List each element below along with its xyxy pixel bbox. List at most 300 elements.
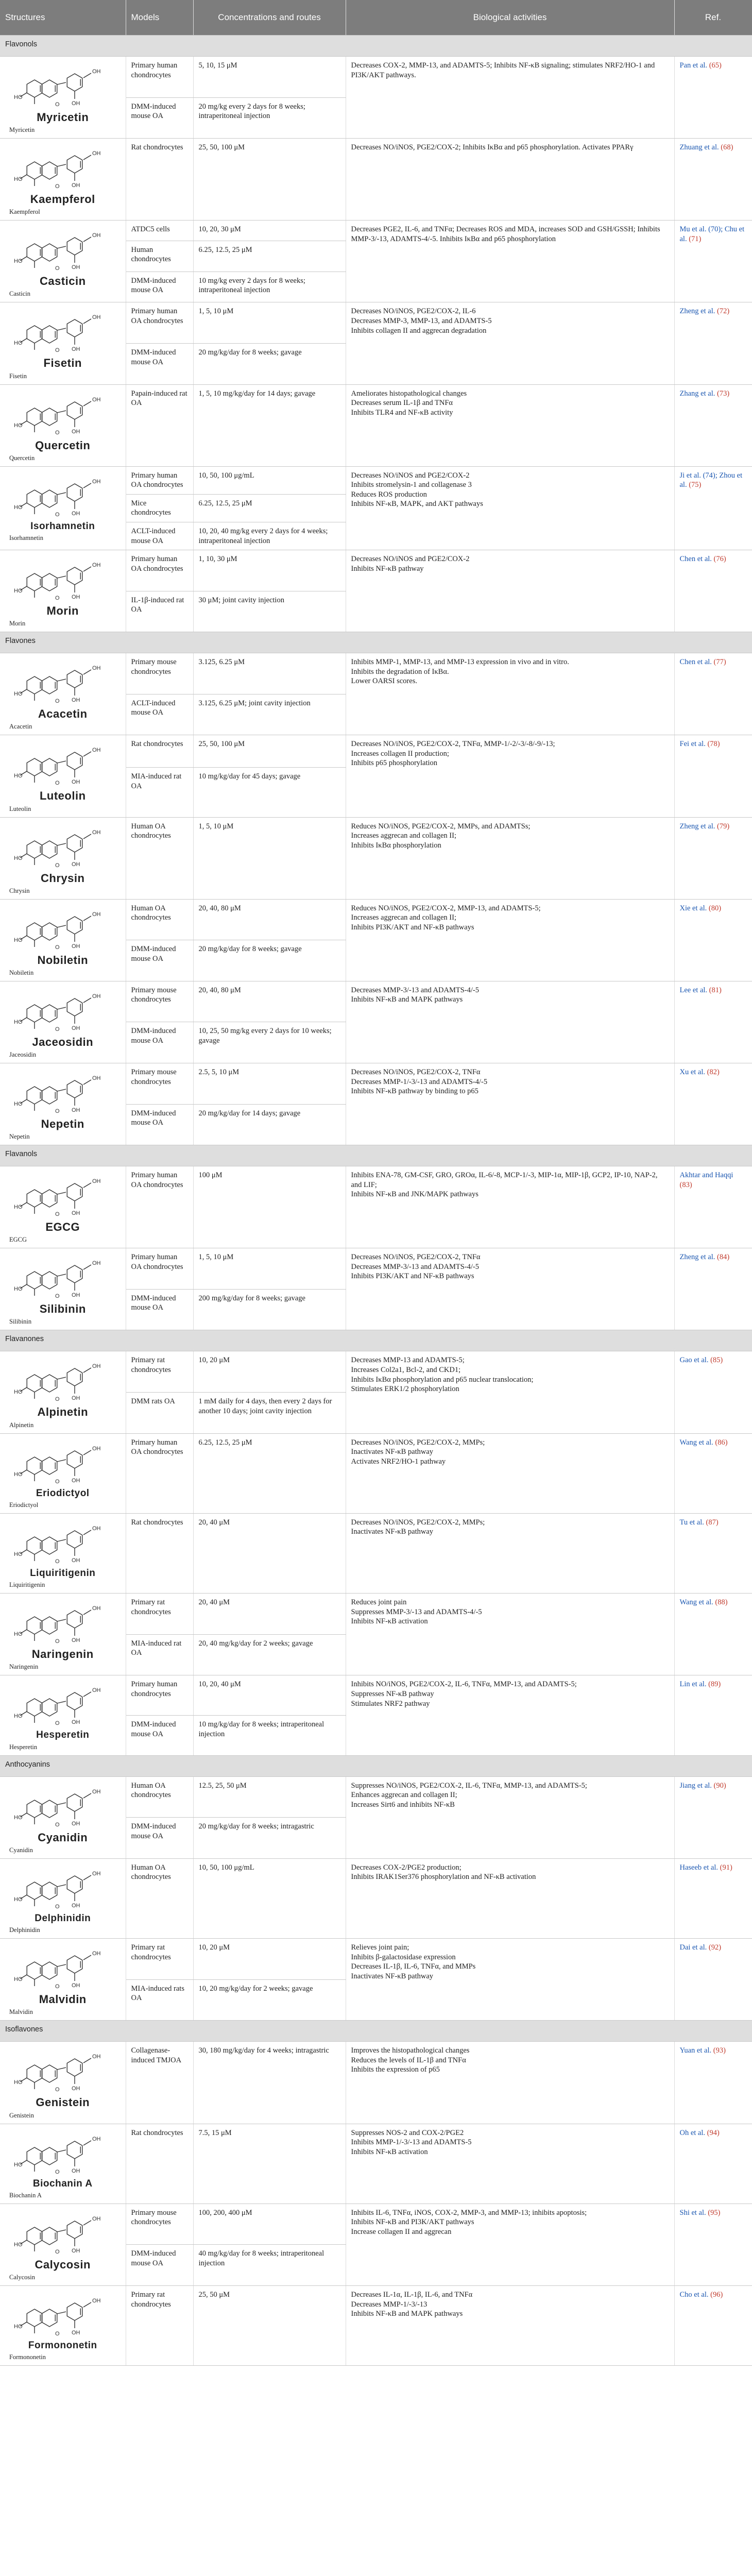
concentration-cell: 2.5, 5, 10 μM [193, 1063, 346, 1105]
activity-cell: Decreases NO/iNOS and PGE2/COX-2 Inhibits NF-κB pathway [346, 550, 674, 632]
reference-cell [674, 1351, 752, 1433]
svg-text:OH: OH [92, 1788, 101, 1795]
concentration-cell: 3.125, 6.25 μM; joint cavity injection [193, 694, 346, 735]
reference-cell [674, 221, 752, 302]
reference-authors[interactable]: Xu et al. [679, 1068, 706, 1076]
concentration-cell: 6.25, 12.5, 25 μM [193, 241, 346, 272]
structure-cell [0, 1351, 126, 1433]
reference-number-link[interactable]: (75) [689, 481, 702, 489]
reference-number-link[interactable]: (76) [713, 555, 726, 564]
reference-cell [674, 139, 752, 221]
concentration-cell: 20, 40 μM [193, 1513, 346, 1593]
compound-caption: Naringenin [9, 1663, 39, 1671]
svg-text:O: O [55, 2330, 60, 2337]
model-cell: Primary human OA chondrocytes [126, 1166, 193, 1248]
reference-authors[interactable]: Oh et al. [679, 2128, 706, 2137]
compound-name: Luteolin [39, 789, 86, 803]
activity-cell: Decreases NO/iNOS, PGE2/COX-2, TNFα, MMP-1/-2/-3/-8/-9/-13; Increases collagen II production; Inhibits p65 phosphorylation [346, 735, 674, 817]
svg-text:OH: OH [92, 2215, 101, 2222]
model-cell: DMM-induced mouse OA [126, 97, 193, 139]
concentration-cell: 200 mg/kg/day for 8 weeks; gavage [193, 1289, 346, 1330]
compound-caption: Nepetin [9, 1133, 30, 1141]
reference-authors[interactable]: Chen et al. [679, 555, 712, 564]
svg-text:OH: OH [71, 1982, 80, 1989]
concentration-cell: 25, 50, 100 μM [193, 735, 346, 768]
svg-text:OH: OH [71, 779, 80, 786]
model-cell: Human OA chondrocytes [126, 1776, 193, 1818]
reference-authors[interactable]: Lin et al. [679, 1680, 707, 1689]
svg-text:OH: OH [71, 594, 80, 601]
compound-name: Biochanin A [32, 2178, 93, 2189]
concentration-cell: 20, 40 mg/kg/day for 2 weeks; gavage [193, 1634, 346, 1675]
compound-caption: Kaempferol [9, 208, 40, 216]
reference-number-link[interactable]: (91) [720, 1863, 732, 1872]
svg-text:OH: OH [92, 150, 101, 157]
casticin-structure-diagram [14, 226, 112, 272]
delphinidin-structure-diagram [14, 1864, 112, 1910]
svg-text:OH: OH [71, 346, 80, 353]
kaempferol-structure-diagram [14, 144, 112, 190]
compound-caption: Jaceosidin [9, 1051, 37, 1058]
table-row [0, 1776, 752, 1818]
reference-cell [674, 550, 752, 632]
concentration-cell: 6.25, 12.5, 25 μM [193, 1433, 346, 1513]
structure-cell [0, 221, 126, 302]
model-cell: Mice chondrocytes [126, 494, 193, 522]
compound-name: Chrysin [41, 871, 85, 885]
compound-caption: Silibinin [9, 1318, 32, 1326]
svg-text:O: O [55, 1478, 60, 1485]
category-label: Flavonols [0, 36, 752, 57]
reference-cell [674, 2042, 752, 2124]
reference-authors[interactable]: Zhang et al. [679, 389, 715, 398]
svg-text:OH: OH [71, 510, 80, 517]
reference-number-link[interactable]: (71) [689, 234, 702, 243]
reference-number-link[interactable]: (93) [713, 2046, 726, 2055]
reference-cell [674, 1248, 752, 1330]
reference-authors[interactable]: Wang et al. [679, 1438, 713, 1447]
reference-authors[interactable]: Dai et al. [679, 1943, 707, 1952]
reference-cell [674, 1513, 752, 1593]
model-cell: DMM-induced mouse OA [126, 1022, 193, 1063]
concentration-cell: 1, 5, 10 μM [193, 817, 346, 899]
activity-cell: Inhibits MMP-1, MMP-13, and MMP-13 expression in vivo and in vitro. Inhibits the degradation of IκBα. Lower OARSI scores. [346, 653, 674, 735]
reference-number-link[interactable]: (65) [709, 61, 722, 70]
reference-number-link[interactable]: (85) [710, 1356, 723, 1365]
table-row [0, 302, 752, 344]
table-row [0, 2204, 752, 2245]
svg-text:OH: OH [71, 2247, 80, 2254]
compound-name: Nobiletin [37, 953, 89, 967]
reference-authors[interactable]: Mu et al. (70); Chu et al. [679, 225, 745, 243]
svg-text:O: O [55, 595, 60, 602]
reference-authors[interactable]: Wang et al. [679, 1598, 713, 1607]
svg-text:OH: OH [92, 1951, 101, 1957]
svg-text:OH: OH [92, 396, 101, 403]
nobiletin-structure-diagram [14, 905, 112, 951]
activity-cell: Decreases NO/iNOS, PGE2/COX-2, MMPs; Inactivates NF-κB pathway [346, 1513, 674, 1593]
compound-caption: Delphinidin [9, 1926, 40, 1934]
reference-authors[interactable]: Yuan et al. [679, 2046, 712, 2055]
reference-number-link[interactable]: (78) [707, 740, 720, 749]
category-row [0, 2021, 752, 2042]
activity-cell: Decreases COX-2/PGE2 production; Inhibits IRAK1Ser376 phosphorylation and NF-κB activation [346, 1858, 674, 1938]
compound-caption: Hesperetin [9, 1743, 38, 1751]
svg-text:OH: OH [92, 2054, 101, 2060]
compound-caption: Formononetin [9, 2353, 46, 2361]
svg-text:O: O [55, 101, 60, 108]
activity-cell: Reduces NO/iNOS, PGE2/COX-2, MMPs, and ADAMTSs; Increases aggrecan and collagen II; Inhibits IκBα phosphorylation [346, 817, 674, 899]
reference-cell [674, 1166, 752, 1248]
svg-text:OH: OH [92, 911, 101, 918]
model-cell: Papain-induced rat OA [126, 384, 193, 466]
activity-cell: Decreases NO/iNOS and PGE2/COX-2 Inhibits stromelysin-1 and collagenase 3 Reduces ROS production Inhibits NF-κB, MAPK, and AKT pathways [346, 466, 674, 550]
header-structures: Structures [0, 0, 126, 36]
model-cell: MIA-induced rat OA [126, 768, 193, 817]
svg-text:OH: OH [92, 1445, 101, 1452]
category-label: Isoflavones [0, 2021, 752, 2042]
luteolin-structure-diagram [14, 740, 112, 787]
activity-cell: Decreases NO/iNOS, PGE2/COX-2, TNFα Decreases MMP-1/-3/-13 and ADAMTS-4/-5 Inhibits NF-κB pathway by binding to p65 [346, 1063, 674, 1145]
svg-text:OH: OH [71, 697, 80, 704]
table-row [0, 981, 752, 1022]
svg-text:OH: OH [92, 2136, 101, 2142]
reference-authors[interactable]: Zheng et al. [679, 307, 715, 316]
concentration-cell: 5, 10, 15 μM [193, 57, 346, 98]
category-label: Flavanols [0, 1145, 752, 1166]
compound-name: Nepetin [41, 1117, 84, 1130]
reference-authors[interactable]: Pan et al. [679, 61, 708, 70]
concentration-cell: 20 mg/kg every 2 days for 8 weeks; intraperitoneal injection [193, 97, 346, 139]
concentration-cell: 10, 50, 100 μg/mL [193, 1858, 346, 1938]
table-row [0, 653, 752, 694]
compound-caption: Cyanidin [9, 1846, 33, 1854]
model-cell: Rat chondrocytes [126, 1513, 193, 1593]
reference-authors[interactable]: Chen et al. [679, 658, 712, 667]
reference-number-link[interactable]: (77) [713, 658, 726, 667]
svg-text:OH: OH [71, 1557, 80, 1564]
svg-text:OH: OH [92, 1075, 101, 1081]
svg-text:O: O [55, 1638, 60, 1645]
svg-text:HO: HO [13, 773, 23, 779]
concentration-cell: 100 μM [193, 1166, 346, 1248]
model-cell: Human OA chondrocytes [126, 899, 193, 940]
concentration-cell: 10 mg/kg every 2 days for 8 weeks; intraperitoneal injection [193, 272, 346, 302]
svg-text:OH: OH [71, 861, 80, 868]
reference-cell [674, 1776, 752, 1858]
reference-authors[interactable]: Ji et al. (74); Zhou et al. [679, 471, 743, 489]
category-row [0, 632, 752, 653]
table-row [0, 1513, 752, 1593]
concentration-cell: 10, 20, 30 μM [193, 221, 346, 241]
model-cell: DMM-induced mouse OA [126, 2245, 193, 2286]
svg-text:HO: HO [13, 1286, 23, 1293]
concentration-cell: 20 mg/kg/day for 8 weeks; gavage [193, 344, 346, 385]
silibinin-structure-diagram [14, 1253, 112, 1300]
reference-number-link[interactable]: (90) [713, 1781, 726, 1790]
isorhamnetin-structure-diagram [14, 472, 112, 518]
reference-cell [674, 1063, 752, 1145]
concentration-cell: 20 mg/kg/day for 8 weeks; gavage [193, 940, 346, 981]
activity-cell: Suppresses NOS-2 and COX-2/PGE2 Inhibits MMP-1/-3/-13 and ADAMTS-5 Inhibits NF-κB activation [346, 2124, 674, 2204]
reference-number-link[interactable]: (79) [716, 822, 730, 831]
reference-number-link[interactable]: (88) [715, 1598, 728, 1607]
reference-authors[interactable]: Cho et al. [679, 2290, 709, 2299]
structure-cell [0, 57, 126, 139]
concentration-cell: 20, 40, 80 μM [193, 899, 346, 940]
reference-number-link[interactable]: (89) [708, 1680, 721, 1689]
structure-cell [0, 2285, 126, 2365]
svg-text:HO: HO [13, 2161, 23, 2168]
structure-cell [0, 1939, 126, 2021]
reference-number-link[interactable]: (87) [706, 1518, 719, 1527]
svg-text:OH: OH [92, 1260, 101, 1267]
model-cell: Primary human OA chondrocytes [126, 550, 193, 591]
svg-text:HO: HO [13, 1101, 23, 1107]
concentration-cell: 10 mg/kg/day for 45 days; gavage [193, 768, 346, 817]
reference-authors[interactable]: Xie et al. [679, 904, 707, 912]
category-row [0, 36, 752, 57]
table-row [0, 1858, 752, 1938]
reference-authors[interactable]: Tu et al. [679, 1518, 704, 1527]
svg-text:O: O [55, 1211, 60, 1218]
reference-authors[interactable]: Akhtar and Haqqi [679, 1171, 733, 1180]
quercetin-structure-diagram [14, 390, 112, 436]
reference-authors[interactable]: Gao et al. [679, 1356, 709, 1365]
formononetin-structure-diagram [14, 2291, 112, 2337]
nepetin-structure-diagram [14, 1069, 112, 1115]
model-cell: Primary human OA chondrocytes [126, 1248, 193, 1290]
compound-caption: Isorhamnetin [9, 534, 43, 542]
compound-name: Formononetin [28, 2340, 97, 2351]
svg-text:HO: HO [13, 1204, 23, 1211]
model-cell: ACLT-induced mouse OA [126, 522, 193, 550]
reference-number-link[interactable]: (86) [715, 1438, 728, 1447]
reference-cell [674, 653, 752, 735]
reference-number-link[interactable]: (80) [708, 904, 722, 912]
structure-cell [0, 899, 126, 981]
reference-cell [674, 2124, 752, 2204]
svg-text:O: O [55, 1720, 60, 1727]
compound-name: Acacetin [38, 707, 88, 721]
svg-text:OH: OH [92, 993, 101, 999]
calycosin-structure-diagram [14, 2209, 112, 2256]
table-row [0, 1675, 752, 1716]
table-row [0, 1248, 752, 1290]
reference-number-link[interactable]: (95) [708, 2208, 721, 2217]
compound-name: Calycosin [35, 2258, 91, 2271]
reference-number-link[interactable]: (83) [679, 1180, 692, 1189]
reference-authors[interactable]: Zhuang et al. [679, 143, 719, 152]
reference-number-link[interactable]: (73) [716, 389, 730, 398]
concentration-cell: 100, 200, 400 μM [193, 2204, 346, 2245]
svg-text:OH: OH [92, 1178, 101, 1185]
compound-caption: Calycosin [9, 2273, 35, 2281]
reference-authors[interactable]: Fei et al. [679, 740, 706, 749]
fisetin-structure-diagram [14, 308, 112, 354]
activity-cell: Inhibits IL-6, TNFα, iNOS, COX-2, MMP-3, and MMP-13; inhibits apoptosis; Inhibits NF-κB and PI3K/AKT pathways Increase collagen II and aggrecan [346, 2204, 674, 2285]
structure-cell [0, 735, 126, 817]
svg-text:O: O [55, 2168, 60, 2175]
compound-name: Alpinetin [37, 1405, 89, 1419]
structure-cell [0, 1433, 126, 1513]
concentration-cell: 10, 20 μM [193, 1939, 346, 1980]
svg-text:OH: OH [92, 665, 101, 672]
activity-cell: Reduces joint pain Suppresses MMP-3/-13 and ADAMTS-4/-5 Inhibits NF-κB activation [346, 1594, 674, 1675]
table-row [0, 466, 752, 494]
malvidin-structure-diagram [14, 1944, 112, 1990]
model-cell: Rat chondrocytes [126, 139, 193, 221]
compound-name: Casticin [39, 275, 86, 288]
concentration-cell: 1, 10, 30 μM [193, 550, 346, 591]
naringenin-structure-diagram [14, 1599, 112, 1645]
svg-text:O: O [55, 1108, 60, 1114]
svg-text:HO: HO [13, 2079, 23, 2086]
compound-name: Cyanidin [38, 1831, 88, 1844]
activity-cell: Reduces NO/iNOS, PGE2/COX-2, MMP-13, and ADAMTS-5; Increases aggrecan and collagen II; Inhibits PI3K/AKT and NF-κB pathways [346, 899, 674, 981]
svg-text:O: O [55, 862, 60, 869]
svg-text:HO: HO [13, 94, 23, 100]
compound-caption: Biochanin A [9, 2191, 42, 2199]
compound-caption: Acacetin [9, 723, 32, 731]
compound-name: Silibinin [39, 1302, 86, 1316]
svg-text:OH: OH [92, 69, 101, 75]
chrysin-structure-diagram [14, 823, 112, 869]
table-row [0, 817, 752, 899]
svg-text:OH: OH [92, 1525, 101, 1532]
svg-text:HO: HO [13, 258, 23, 265]
structure-cell [0, 1858, 126, 1938]
compound-name: Fisetin [43, 357, 82, 370]
reference-authors[interactable]: Zheng et al. [679, 1253, 715, 1262]
compound-caption: Genistein [9, 2111, 34, 2119]
concentration-cell: 1 mM daily for 4 days, then every 2 days for another 10 days; joint cavity injection [193, 1393, 346, 1434]
activity-cell: Decreases MMP-13 and ADAMTS-5; Increases Col2a1, Bcl-2, and CKD1; Inhibits IκBα phosphorylation and p65 nuclear translocation; Stimulates ERK1/2 phosphorylation [346, 1351, 674, 1433]
svg-text:OH: OH [92, 562, 101, 569]
model-cell: Primary human OA chondrocytes [126, 302, 193, 344]
reference-number-link[interactable]: (96) [710, 2290, 723, 2299]
header-row [0, 0, 752, 36]
activity-cell: Decreases NO/iNOS, PGE2/COX-2, IL-6 Decreases MMP-3, MMP-13, and ADAMTS-5 Inhibits collagen II and aggrecan degradation [346, 302, 674, 384]
reference-number-link[interactable]: (68) [721, 143, 733, 152]
compound-caption: EGCG [9, 1236, 27, 1244]
reference-authors[interactable]: Haseeb et al. [679, 1863, 718, 1872]
concentration-cell: 10, 20, 40 mg/kg every 2 days for 4 weeks; intraperitoneal injection [193, 522, 346, 550]
svg-text:HO: HO [13, 1389, 23, 1396]
reference-authors[interactable]: Shi et al. [679, 2208, 706, 2217]
structure-cell [0, 1675, 126, 1755]
category-label: Flavanones [0, 1330, 752, 1351]
compound-name: Morin [46, 604, 79, 618]
model-cell: Human chondrocytes [126, 241, 193, 272]
svg-text:HO: HO [13, 1976, 23, 1983]
svg-text:OH: OH [92, 1363, 101, 1370]
table-row [0, 1939, 752, 1980]
svg-text:HO: HO [13, 855, 23, 861]
reference-number-link[interactable]: (72) [716, 307, 730, 316]
cyanidin-structure-diagram [14, 1782, 112, 1828]
activity-cell: Suppresses NO/iNOS, PGE2/COX-2, IL-6, TNFα, MMP-13, and ADAMTS-5; Enhances aggrecan and collagen II; Increases Sirt6 and inhibits NF-κB [346, 1776, 674, 1858]
concentration-cell: 20 mg/kg/day for 8 weeks; intragastric [193, 1818, 346, 1859]
concentration-cell: 20, 40, 80 μM [193, 981, 346, 1022]
compound-name: EGCG [45, 1221, 80, 1234]
model-cell: DMM-induced mouse OA [126, 272, 193, 302]
model-cell: DMM-induced mouse OA [126, 1716, 193, 1756]
model-cell: Rat chondrocytes [126, 735, 193, 768]
structure-cell [0, 2204, 126, 2285]
reference-authors[interactable]: Jiang et al. [679, 1781, 712, 1790]
reference-authors[interactable]: Lee et al. [679, 986, 708, 994]
activity-cell: Inhibits NO/iNOS, PGE2/COX-2, IL-6, TNFα, MMP-13, and ADAMTS-5; Suppresses NF-κB pathway Stimulates NRF2 pathway [346, 1675, 674, 1755]
header-ref: Ref. [674, 0, 752, 36]
concentration-cell: 25, 50 μM [193, 2285, 346, 2365]
table-row [0, 550, 752, 591]
model-cell: Human OA chondrocytes [126, 1858, 193, 1938]
svg-text:O: O [55, 780, 60, 787]
model-cell: MIA-induced rat OA [126, 1634, 193, 1675]
activity-cell: Decreases NO/iNOS, PGE2/COX-2; Inhibits IκBα and p65 phosphorylation. Activates PPARγ [346, 139, 674, 221]
svg-text:O: O [55, 1026, 60, 1032]
compound-caption: Alpinetin [9, 1421, 34, 1429]
compound-caption: Eriodictyol [9, 1501, 39, 1509]
reference-cell [674, 1858, 752, 1938]
concentration-cell: 20 mg/kg/day for 14 days; gavage [193, 1104, 346, 1145]
svg-text:O: O [55, 183, 60, 190]
concentration-cell: 6.25, 12.5, 25 μM [193, 494, 346, 522]
activity-cell: Improves the histopathological changes Reduces the levels of IL-1β and TNFα Inhibits the expression of p65 [346, 2042, 674, 2124]
model-cell: DMM-induced mouse OA [126, 1104, 193, 1145]
svg-text:OH: OH [71, 2086, 80, 2092]
acacetin-structure-diagram [14, 658, 112, 705]
structure-cell [0, 2124, 126, 2204]
reference-number-link[interactable]: (92) [708, 1943, 722, 1952]
model-cell: MIA-induced rats OA [126, 1979, 193, 2021]
svg-text:HO: HO [13, 1471, 23, 1478]
activity-cell: Decreases COX-2, MMP-13, and ADAMTS-5; Inhibits NF-κB signaling; stimulates NRF2/HO-1 and PI3K/AKT pathways. [346, 57, 674, 139]
reference-authors[interactable]: Zheng et al. [679, 822, 715, 831]
concentration-cell: 10, 20 μM [193, 1351, 346, 1393]
table-row [0, 221, 752, 241]
table-row [0, 384, 752, 466]
reference-cell [674, 899, 752, 981]
concentration-cell: 1, 5, 10 μM [193, 1248, 346, 1290]
svg-text:OH: OH [92, 478, 101, 485]
reference-cell [674, 817, 752, 899]
table-row [0, 57, 752, 98]
svg-text:O: O [55, 2248, 60, 2255]
compound-name: Jaceosidin [32, 1035, 94, 1048]
structure-cell [0, 466, 126, 550]
model-cell: Primary mouse chondrocytes [126, 1063, 193, 1105]
structure-cell [0, 550, 126, 632]
reference-number-link[interactable]: (82) [707, 1068, 720, 1076]
activity-cell: Decreases PGE2, IL-6, and TNFα; Decreases ROS and MDA, increases SOD and GSH/GSSH; Inhibits MMP-3/-13, ADAMTS-4/-5. Inhibits IκBα and p65 phosphorylation [346, 221, 674, 302]
reference-number-link[interactable]: (84) [716, 1253, 730, 1262]
table-row [0, 1063, 752, 1105]
compound-caption: Casticin [9, 290, 30, 298]
reference-number-link[interactable]: (94) [707, 2128, 720, 2137]
model-cell: Primary mouse chondrocytes [126, 2204, 193, 2245]
model-cell: Primary human chondrocytes [126, 57, 193, 98]
concentration-cell: 7.5, 15 μM [193, 2124, 346, 2204]
reference-number-link[interactable]: (81) [709, 986, 722, 994]
reference-cell [674, 1433, 752, 1513]
concentration-cell: 1, 5, 10 μM [193, 302, 346, 344]
model-cell: Primary rat chondrocytes [126, 1594, 193, 1635]
compound-caption: Luteolin [9, 805, 31, 812]
model-cell: Rat chondrocytes [126, 2124, 193, 2204]
svg-text:O: O [55, 2087, 60, 2093]
